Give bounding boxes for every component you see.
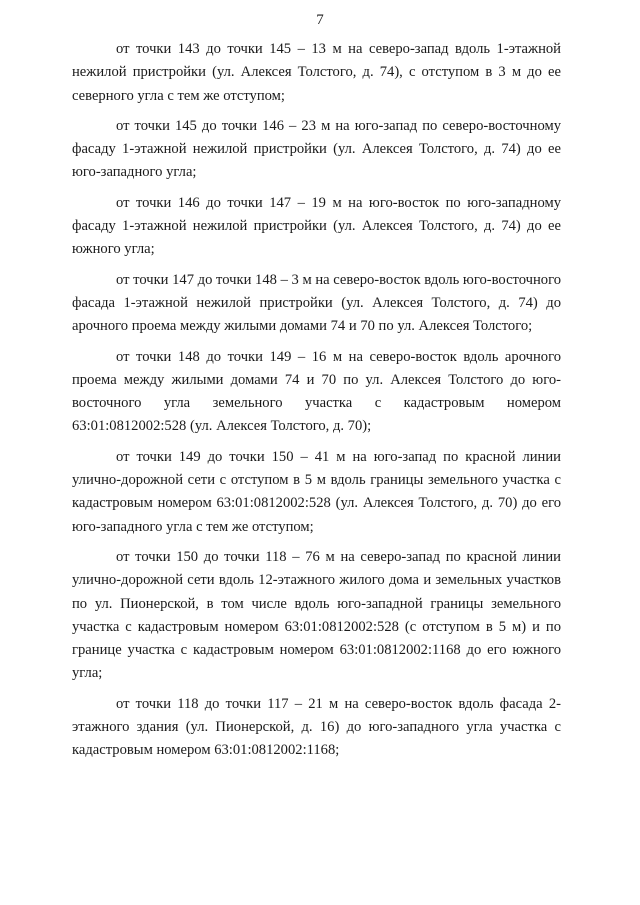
paragraph: от точки 149 до точки 150 – 41 м на юго-запад по красной линии улично-дорожной сети с отступом в 5 м вдоль границы земельного участка с кадастровым номером 63:01:0812002:528 (ул. Алексея Толстого, д. 70) до его юго-западного угла с тем же отступом; [72, 448, 561, 535]
paragraph: от точки 148 до точки 149 – 16 м на северо-восток вдоль арочного проема между жилыми домами 74 и 70 по ул. Алексея Толстого до юго-восточного угла земельного участка с кадастровым номером 63:01:0812002:528 (ул. Алексея Толстого, д. 70); [72, 348, 561, 435]
document-body [72, 38, 561, 770]
paragraph: от точки 150 до точки 118 – 76 м на северо-запад по красной линии улично-дорожной сети вдоль 12-этажного жилого дома и земельных участков по ул. Пионерской, в том числе вдоль юго-западной границы земельного участка с кадастровым номером 63:01:0812002:528 (с отступом в 5 м) и по границе участка с кадастровым номером 63:01:0812002:1168 до его южного угла; [72, 548, 561, 682]
page-number: 7 [316, 12, 324, 28]
paragraph: от точки 146 до точки 147 – 19 м на юго-восток по юго-западному фасаду 1-этажной нежилой пристройки (ул. Алексея Толстого, д. 74) до ее южного угла; [72, 194, 561, 258]
paragraph: от точки 118 до точки 117 – 21 м на северо-восток вдоль фасада 2-этажного здания (ул. Пионерской, д. 16) до юго-западного угла участка с кадастровым номером 63:01:0812002:1168; [72, 695, 561, 759]
paragraph: от точки 143 до точки 145 – 13 м на северо-запад вдоль 1-этажной нежилой пристройки (ул. Алексея Толстого, д. 74), с отступом в 3 м до ее северного угла с тем же отступом; [72, 41, 561, 104]
paragraph: от точки 145 до точки 146 – 23 м на юго-запад по северо-восточному фасаду 1-этажной нежилой пристройки (ул. Алексея Толстого, д. 74) до ее юго-западного угла; [72, 117, 561, 181]
paragraph: от точки 147 до точки 148 – 3 м на северо-восток вдоль юго-восточного фасада 1-этажной нежилой пристройки (ул. Алексея Толстого, д. 74) до арочного проема между жилыми домами 74 и 70 по ул. Алексея Толстого; [72, 271, 562, 335]
